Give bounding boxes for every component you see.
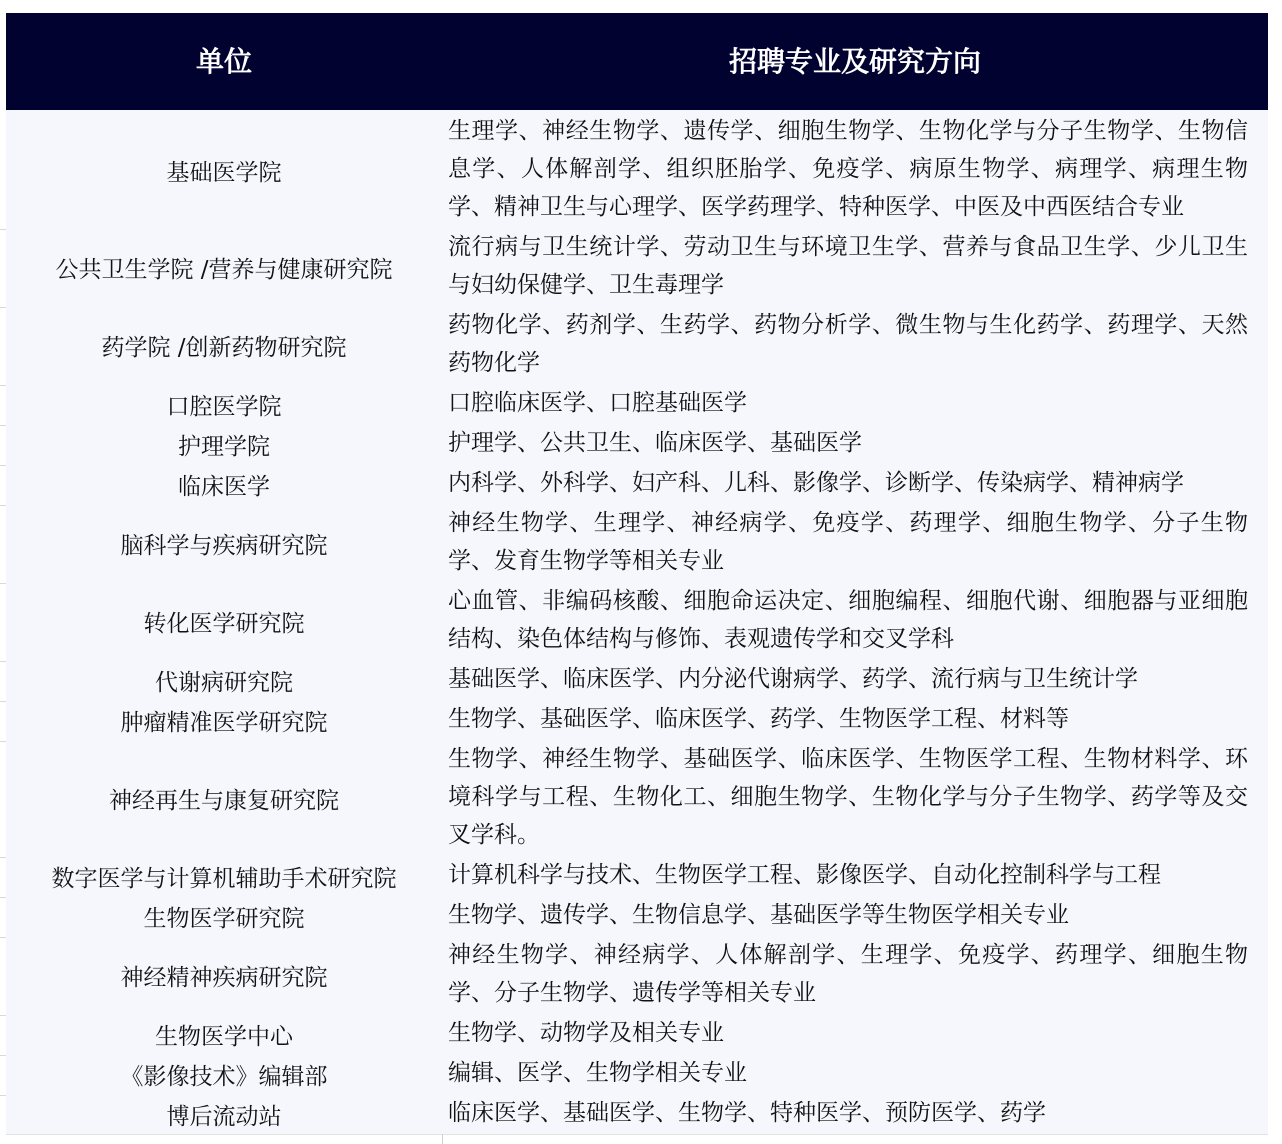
major-cell: 临床医学、基础医学、生物学、特种医学、预防医学、药学 xyxy=(448,1100,1046,1126)
unit-cell: 脑科学与疾病研究院 xyxy=(120,532,328,559)
table-row xyxy=(6,700,1268,740)
unit-cell: 代谢病研究院 xyxy=(155,669,293,696)
unit-cell: 神经再生与康复研究院 xyxy=(109,787,339,814)
unit-cell: 数字医学与计算机辅助手术研究院 xyxy=(51,865,397,892)
table-row xyxy=(6,582,1268,660)
unit-cell: 《影像技术》编辑部 xyxy=(120,1063,328,1090)
table-row xyxy=(6,1014,1268,1054)
table-row xyxy=(6,464,1268,504)
unit-cell: 转化医学研究院 xyxy=(143,610,305,637)
table-row xyxy=(6,896,1268,936)
unit-cell: 护理学院 xyxy=(178,433,270,460)
major-cell: 流行病与卫生统计学、劳动卫生与环境卫生学、营养与食品卫生学、少儿卫生与妇幼保健学、卫生毒理学 xyxy=(448,234,1248,298)
table-header xyxy=(6,13,1268,110)
major-cell: 生物学、基础医学、临床医学、药学、生物医学工程、材料等 xyxy=(448,706,1069,732)
table-row xyxy=(6,660,1268,700)
major-cell: 药物化学、药剂学、生药学、药物分析学、微生物与生化药学、药理学、天然药物化学 xyxy=(448,312,1248,376)
major-cell: 神经生物学、神经病学、人体解剖学、生理学、免疫学、药理学、细胞生物学、分子生物学、遗传学等相关专业 xyxy=(448,942,1248,1006)
major-cell: 基础医学、临床医学、内分泌代谢病学、药学、流行病与卫生统计学 xyxy=(448,666,1138,692)
major-cell: 神经生物学、生理学、神经病学、免疫学、药理学、细胞生物学、分子生物学、发育生物学等相关专业 xyxy=(448,510,1248,574)
table-row xyxy=(6,112,1268,228)
unit-cell: 肿瘤精准医学研究院 xyxy=(120,709,328,736)
major-cell: 内科学、外科学、妇产科、儿科、影像学、诊断学、传染病学、精神病学 xyxy=(448,470,1184,496)
table-row xyxy=(6,228,1268,306)
column-divider-tick xyxy=(442,1134,443,1144)
major-cell: 编辑、医学、生物学相关专业 xyxy=(448,1060,747,1086)
table-row xyxy=(6,856,1268,896)
major-cell: 生物学、神经生物学、基础医学、临床医学、生物医学工程、生物材料学、环境科学与工程、生物化工、细胞生物学、生物化学与分子生物学、药学等及交叉学科。 xyxy=(448,746,1248,848)
table-row xyxy=(6,740,1268,856)
unit-cell: 神经精神疾病研究院 xyxy=(120,964,328,991)
table-row xyxy=(6,1054,1268,1094)
major-cell: 心血管、非编码核酸、细胞命运决定、细胞编程、细胞代谢、细胞器与亚细胞结构、染色体结构与修饰、表观遗传学和交叉学科 xyxy=(448,588,1248,652)
header-major: 招聘专业及研究方向 xyxy=(728,45,981,78)
major-cell: 生物学、动物学及相关专业 xyxy=(448,1020,724,1046)
major-cell: 生理学、神经生物学、遗传学、细胞生物学、生物化学与分子生物学、生物信息学、人体解剖学、组织胚胎学、免疫学、病原生物学、病理学、病理生物学、精神卫生与心理学、医学药理学、特种医学、中医及中西医结合专业 xyxy=(448,118,1248,220)
table-row xyxy=(6,504,1268,582)
major-cell: 计算机科学与技术、生物医学工程、影像医学、自动化控制科学与工程 xyxy=(448,862,1161,888)
unit-cell: 药学院 /创新药物研究院 xyxy=(101,334,347,361)
table-body xyxy=(6,110,1268,1134)
unit-cell: 博后流动站 xyxy=(166,1103,282,1130)
unit-cell: 口腔医学院 xyxy=(166,393,282,420)
table-row xyxy=(6,384,1268,424)
table-row xyxy=(6,424,1268,464)
major-cell: 护理学、公共卫生、临床医学、基础医学 xyxy=(448,430,862,456)
table-row xyxy=(6,936,1268,1014)
table-bottom-border xyxy=(6,1134,1268,1135)
unit-cell: 生物医学研究院 xyxy=(143,905,305,932)
table-row xyxy=(6,306,1268,384)
unit-cell: 临床医学 xyxy=(178,473,270,500)
header-unit: 单位 xyxy=(195,45,252,78)
unit-cell: 公共卫生学院 /营养与健康研究院 xyxy=(55,256,393,283)
unit-cell: 基础医学院 xyxy=(166,159,282,186)
table-row xyxy=(6,1094,1268,1134)
unit-cell: 生物医学中心 xyxy=(155,1023,293,1050)
major-cell: 口腔临床医学、口腔基础医学 xyxy=(448,390,747,416)
major-cell: 生物学、遗传学、生物信息学、基础医学等生物医学相关专业 xyxy=(448,902,1069,928)
